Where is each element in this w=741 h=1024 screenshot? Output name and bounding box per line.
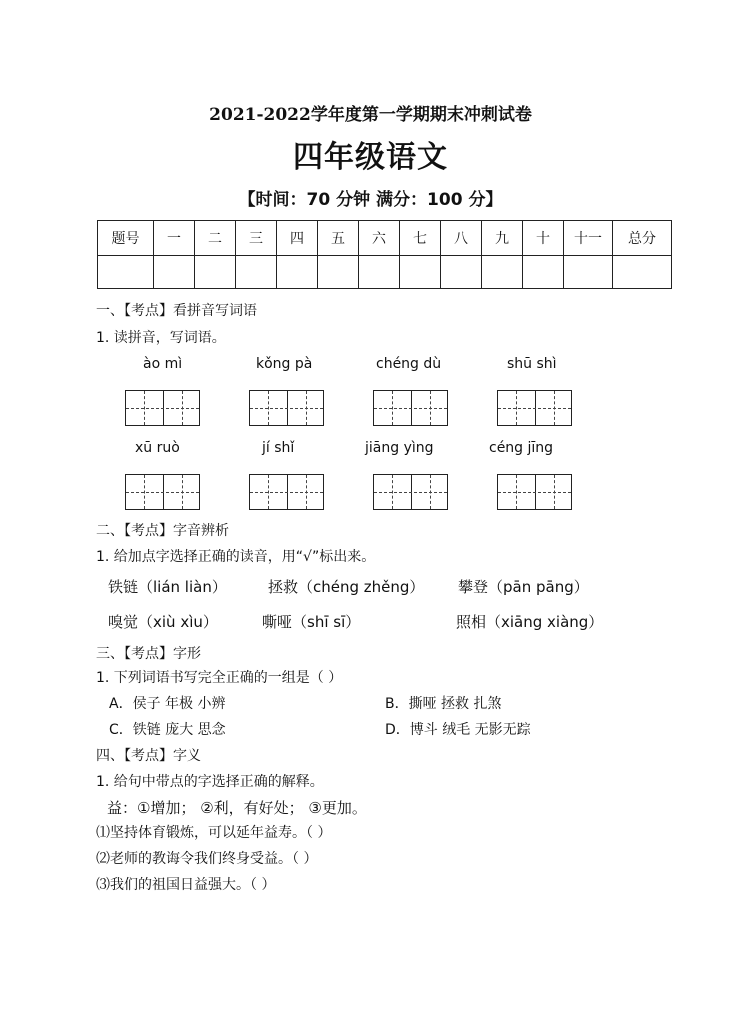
section1-question: 1. 读拼音，写词语。 xyxy=(96,330,226,346)
writing-grid[interactable] xyxy=(497,390,572,426)
pinyin-label: shū shì xyxy=(507,356,557,372)
writing-grid[interactable] xyxy=(373,390,448,426)
sentence-item: ⑴坚持体育锻炼，可以延年益寿。（ ） xyxy=(96,825,332,841)
pronunciation-item: 嘶哑（shī sī） xyxy=(262,613,361,631)
pronunciation-item: 嗅觉（xiù xìu） xyxy=(108,613,218,631)
score-header-cell: 六 xyxy=(359,221,400,256)
exam-series-title: 2021-2022学年度第一学期期末冲刺试卷 xyxy=(209,105,532,125)
section4-question: 1. 给句中带点的字选择正确的解释。 xyxy=(96,774,324,790)
sentence-item: ⑵老师的教诲令我们终身受益。（ ） xyxy=(96,851,318,867)
option-a: A．侯子 年极 小辨 xyxy=(109,696,226,712)
writing-grid[interactable] xyxy=(125,474,200,510)
writing-grid[interactable] xyxy=(497,474,572,510)
section3-question: 1. 下列词语书写完全正确的一组是（ ） xyxy=(96,670,343,686)
pronunciation-item: 拯救（chéng zhěng） xyxy=(268,578,425,596)
score-cell[interactable] xyxy=(318,256,359,289)
option-b: B．撕哑 拯救 扎煞 xyxy=(385,696,502,712)
section4-heading: 四、【考点】字义 xyxy=(96,748,201,764)
option-d: D．博斗 绒毛 无影无踪 xyxy=(385,722,531,738)
exam-info: 【时间：70 分钟 满分：100 分】 xyxy=(238,190,503,210)
score-header-cell: 四 xyxy=(277,221,318,256)
option-c: C．铁链 庞大 思念 xyxy=(109,722,226,738)
score-header-cell: 三 xyxy=(236,221,277,256)
score-table xyxy=(97,220,672,289)
writing-grid[interactable] xyxy=(125,390,200,426)
score-cell[interactable] xyxy=(523,256,564,289)
score-cell[interactable] xyxy=(564,256,613,289)
section3-heading: 三、【考点】字形 xyxy=(96,646,201,662)
score-cell[interactable] xyxy=(400,256,441,289)
sentence-item: ⑶我们的祖国日益强大。（ ） xyxy=(96,877,276,893)
score-header-cell: 八 xyxy=(441,221,482,256)
pinyin-label: chéng dù xyxy=(376,356,442,372)
score-header-cell: 二 xyxy=(195,221,236,256)
section2-question: 1. 给加点字选择正确的读音，用“√”标出来。 xyxy=(96,549,376,565)
score-cell[interactable] xyxy=(154,256,195,289)
pronunciation-item: 照相（xiāng xiàng） xyxy=(456,613,604,631)
score-header-cell: 九 xyxy=(482,221,523,256)
score-header-cell: 十 xyxy=(523,221,564,256)
section2-heading: 二、【考点】字音辨析 xyxy=(96,523,229,539)
pinyin-label: ào mì xyxy=(143,356,183,372)
score-header-cell: 五 xyxy=(318,221,359,256)
writing-grid[interactable] xyxy=(249,474,324,510)
score-header-cell: 总分 xyxy=(613,221,672,256)
score-cell[interactable] xyxy=(236,256,277,289)
pronunciation-item: 攀登（pān pāng） xyxy=(458,578,589,596)
score-table-blank-row xyxy=(98,256,672,289)
score-header-cell: 十一 xyxy=(564,221,613,256)
pinyin-label: jiāng yìng xyxy=(365,440,434,456)
score-cell[interactable] xyxy=(277,256,318,289)
definition-line: 益：①增加； ②利，有好处； ③更加。 xyxy=(107,799,367,817)
score-cell[interactable] xyxy=(441,256,482,289)
pinyin-label: jí shǐ xyxy=(262,440,295,456)
pinyin-label: kǒng pà xyxy=(256,356,313,372)
score-header-cell: 题号 xyxy=(98,221,154,256)
score-cell[interactable] xyxy=(359,256,400,289)
score-cell[interactable] xyxy=(482,256,523,289)
pinyin-label: xū ruò xyxy=(135,440,180,456)
score-cell[interactable] xyxy=(613,256,672,289)
writing-grid[interactable] xyxy=(249,390,324,426)
pinyin-label: céng jīng xyxy=(489,440,554,456)
score-header-cell: 一 xyxy=(154,221,195,256)
score-cell[interactable] xyxy=(195,256,236,289)
score-header-cell: 七 xyxy=(400,221,441,256)
score-cell[interactable] xyxy=(98,256,154,289)
writing-grid[interactable] xyxy=(373,474,448,510)
section1-heading: 一、【考点】看拼音写词语 xyxy=(96,303,257,319)
pronunciation-item: 铁链（lián liàn） xyxy=(108,578,227,596)
score-table-header-row xyxy=(98,221,672,256)
subject-title: 四年级语文 xyxy=(293,140,448,175)
